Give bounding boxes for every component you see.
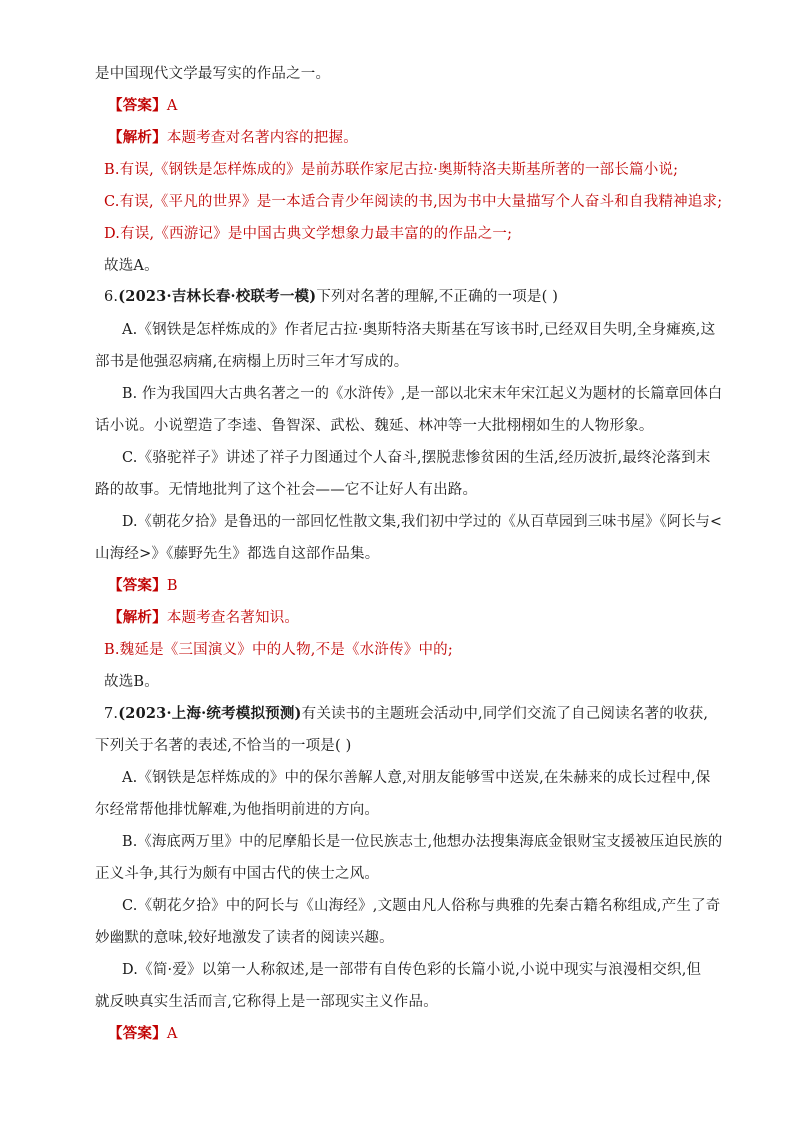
answer-label: 【答案】: [108, 97, 167, 114]
answer-value: A: [166, 1026, 178, 1042]
q7-number: 7.: [104, 706, 119, 722]
q7-option-d-line1: D.《简·爱》以第一人称叙述,是一部带有自传色彩的长篇小说,小说中现实与浪漫相交织,但: [122, 962, 702, 978]
q6-answer: [108, 576, 178, 596]
q6-number: 6.: [104, 289, 119, 305]
q6-option-c-line1: C.《骆驼祥子》讲述了祥子力图通过个人奋斗,摆脱悲惨贫困的生活,经历波折,最终沦落到末: [122, 450, 711, 466]
q5-note-c: C.有误,《平凡的世界》是一本适合青少年阅读的书,因为书中大量描写个人奋斗和自我精神追求;: [104, 194, 723, 210]
q5-note-b: B.有误,《钢铁是怎样炼成的》是前苏联作家尼古拉·奥斯特洛夫斯基所著的一部长篇小说;: [104, 162, 679, 178]
answer-label: 【答案】: [108, 1025, 167, 1042]
q6-stem: [104, 287, 558, 307]
q6-option-d-line1: D.《朝花夕拾》是鲁迅的一部回忆性散文集,我们初中学过的《从百草园到三味书屋》《阿长与<: [122, 514, 723, 530]
q7-option-a-line1: A.《钢铁是怎样炼成的》中的保尔善解人意,对朋友能够雪中送炭,在朱赫来的成长过程中,保: [122, 770, 711, 786]
q5-conclusion: 故选A。: [104, 258, 159, 274]
q5-note-d: D.有误,《西游记》是中国古典文学想象力最丰富的的作品之一;: [104, 226, 513, 242]
q5-answer: [108, 96, 177, 116]
q6-note-b: B.魏延是《三国演义》中的人物,不是《水浒传》中的;: [104, 642, 453, 658]
q7-option-b-line2: 正义斗争,其行为颇有中国古代的侠士之风。: [95, 866, 380, 882]
q6-option-d-line2: 山海经>》《藤野先生》都选自这部作品集。: [95, 546, 380, 562]
q7-option-b-line1: B.《海底两万里》中的尼摩船长是一位民族志士,他想办法搜集海底金银财宝支援被压迫民族的: [122, 834, 723, 850]
answer-value: A: [166, 98, 178, 114]
q6-option-a-line1: A.《钢铁是怎样炼成的》作者尼古拉·奥斯特洛夫斯基在写该书时,已经双目失明,全身瘫痪,这: [122, 322, 716, 338]
q7-stem-line2: 下列关于名著的表述,不恰当的一项是( ): [95, 738, 352, 754]
q6-analysis: [108, 608, 299, 628]
q7-source: (2023·上海·统考模拟预测): [118, 705, 302, 722]
q7-answer: [108, 1024, 177, 1044]
q6-option-b-line2: 话小说。小说塑造了李逵、鲁智深、武松、魏延、林冲等一大批栩栩如生的人物形象。: [95, 418, 654, 434]
q7-stem-text: 有关读书的主题班会活动中,同学们交流了自己阅读名著的收获,: [301, 706, 709, 722]
answer-label: 【答案】: [108, 577, 167, 594]
q6-stem-text: 下列对名著的理解,不正确的一项是( ): [316, 289, 559, 305]
q6-option-b-line1: B. 作为我国四大古典名著之一的《水浒传》,是一部以北宋末年宋江起义为题材的长篇章回体白: [122, 386, 723, 402]
q5-tail-text: 是中国现代文学最写实的作品之一。: [95, 66, 331, 82]
q7-option-d-line2: 就反映真实生活而言,它称得上是一部现实主义作品。: [95, 994, 438, 1010]
answer-value: B: [166, 578, 178, 594]
q7-option-c-line1: C.《朝花夕拾》中的阿长与《山海经》,文题由凡人俗称与典雅的先秦古籍名称组成,产生了奇: [122, 898, 721, 914]
q7-option-c-line2: 妙幽默的意味,较好地激发了读者的阅读兴趣。: [95, 930, 394, 946]
analysis-label: 【解析】: [108, 609, 167, 626]
q7-option-a-line2: 尔经常帮他排忧解难,为他指明前进的方向。: [95, 802, 380, 818]
q6-conclusion: 故选B。: [104, 674, 159, 690]
analysis-label: 【解析】: [108, 129, 167, 146]
q6-option-a-line2: 部书是他强忍病痛,在病榻上历时三年才写成的。: [95, 354, 409, 370]
q5-analysis: [108, 128, 358, 148]
q6-option-c-line2: 路的故事。无情地批判了这个社会——它不让好人有出路。: [95, 482, 478, 498]
analysis-text: 本题考查名著知识。: [166, 610, 300, 626]
q7-stem-line1: [104, 704, 708, 724]
q6-source: (2023·吉林长春·校联考一模): [118, 288, 317, 305]
analysis-text: 本题考查对名著内容的把握。: [166, 130, 358, 146]
